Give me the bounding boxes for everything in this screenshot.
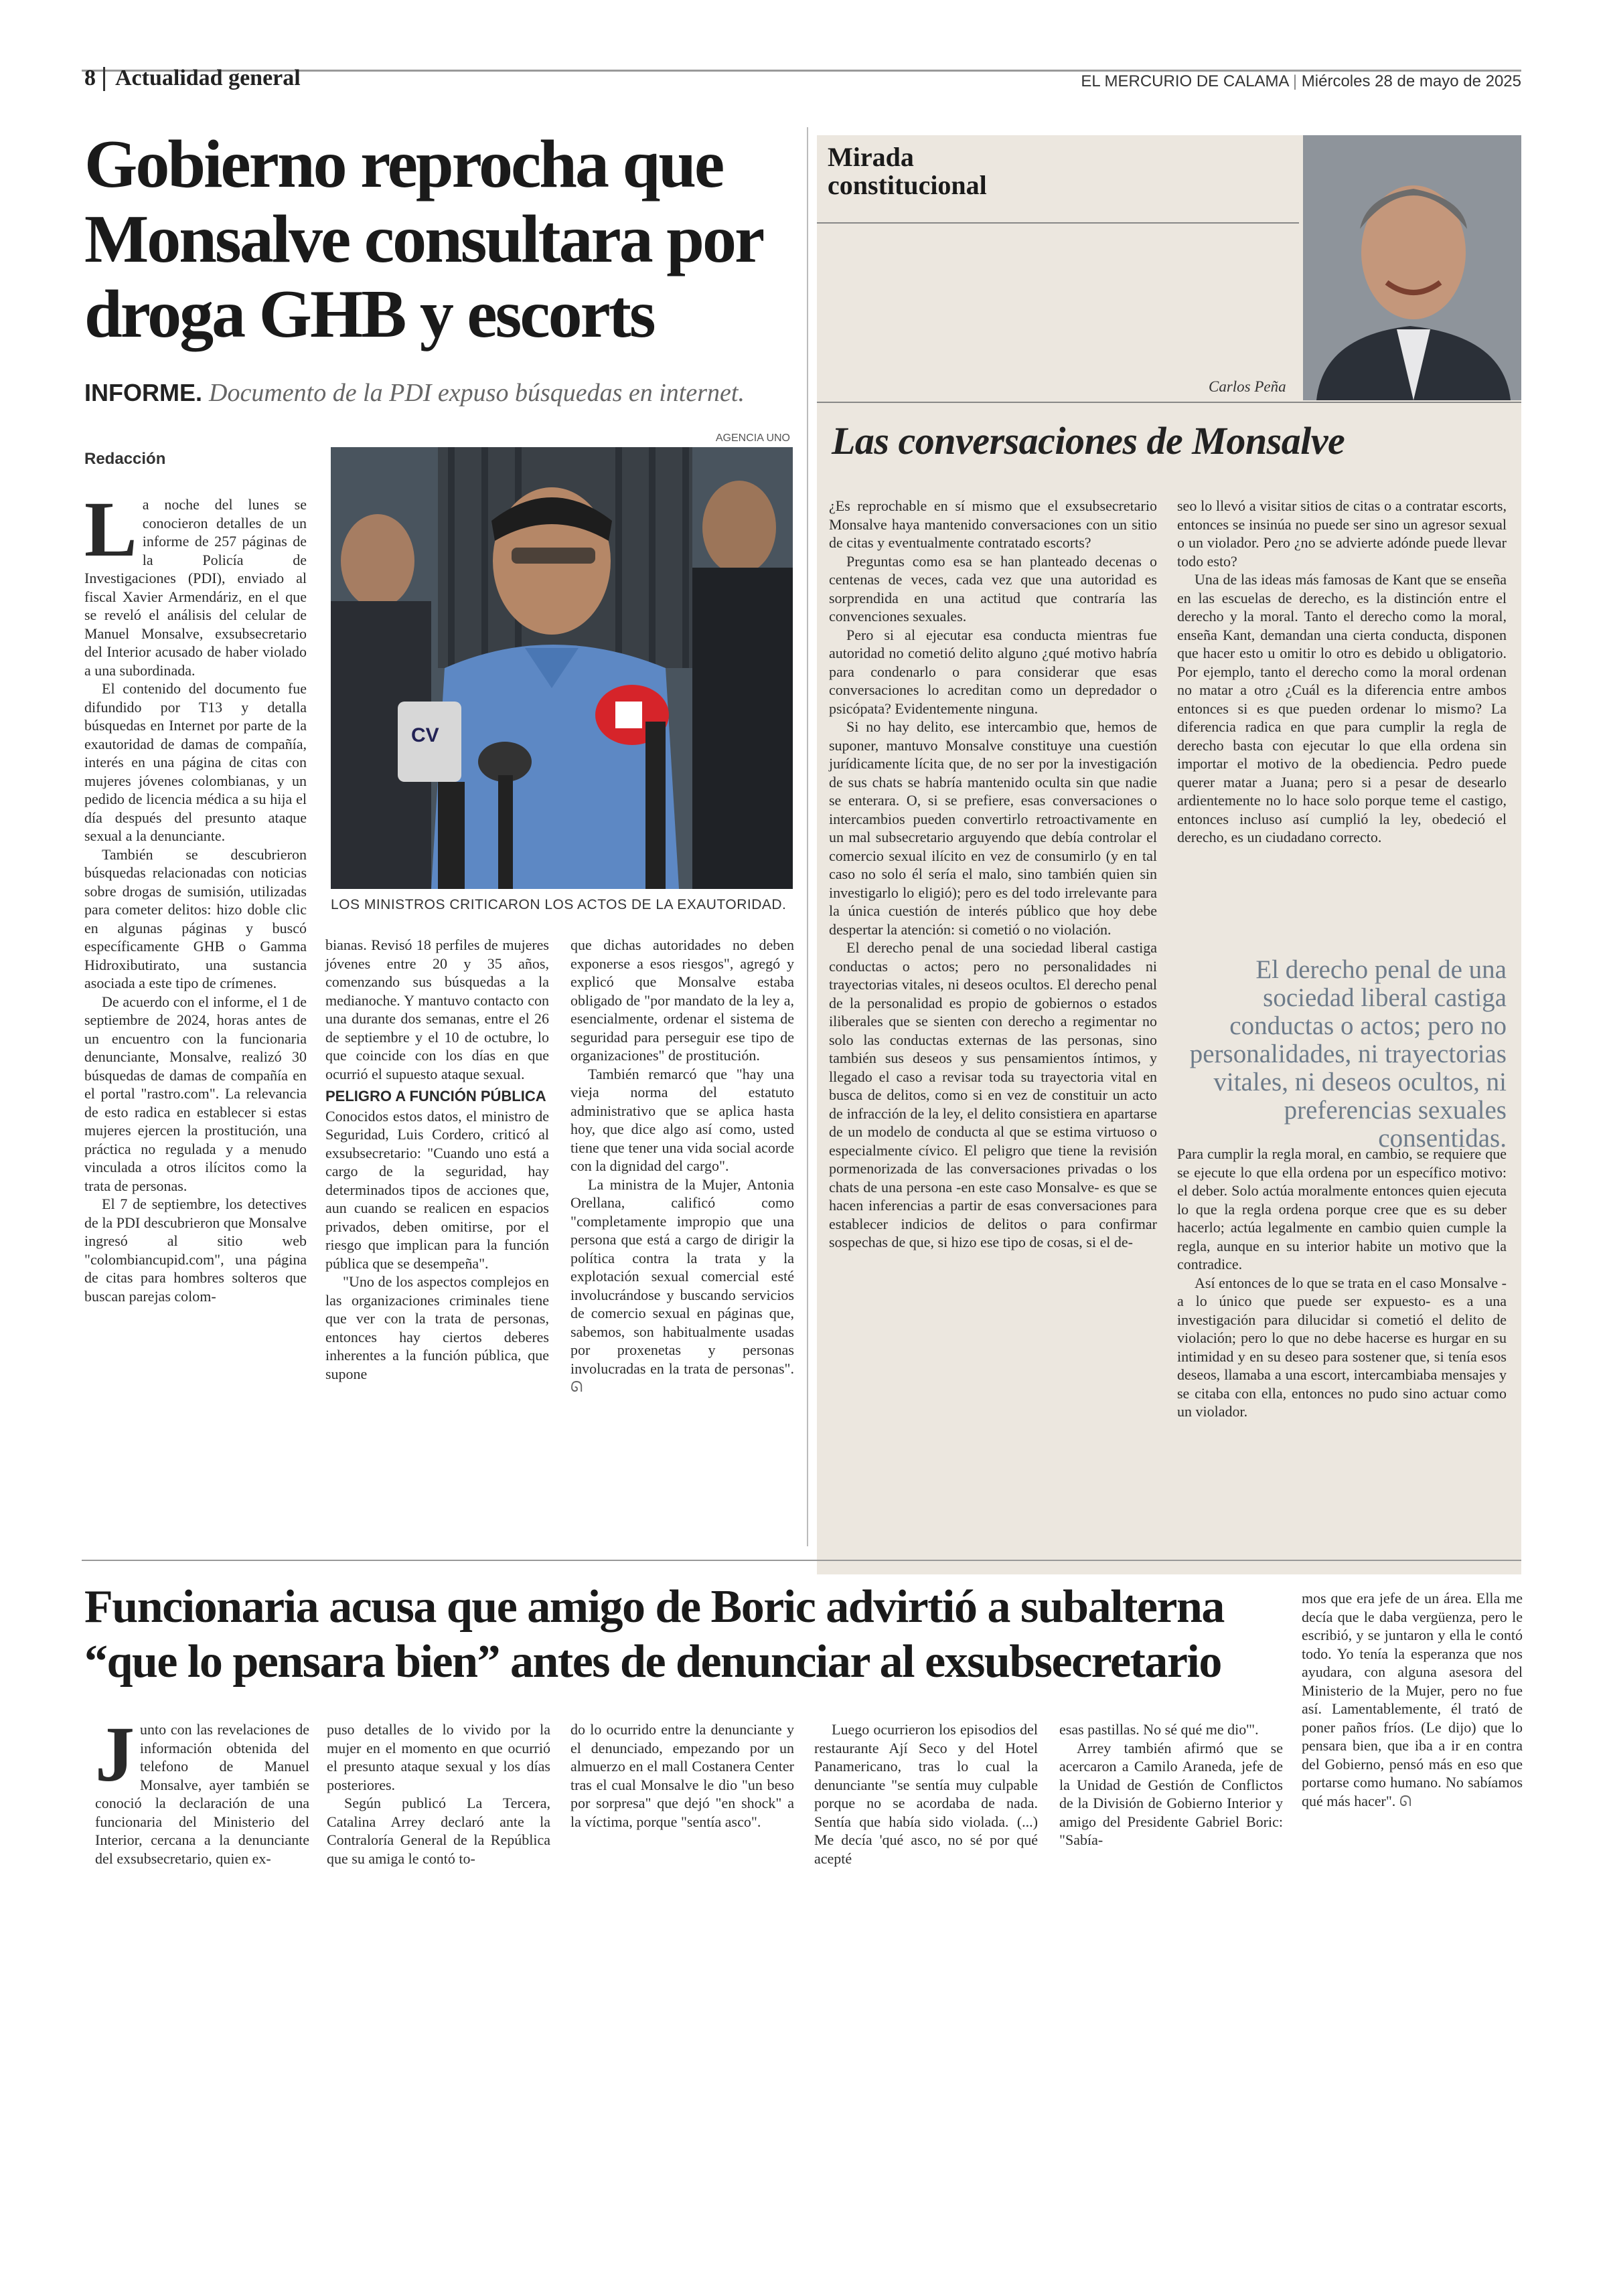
kicker-label: INFORME.: [84, 379, 202, 406]
paragraph: Arrey también afirmó que se acercaron a Camilo Araneda, jefe de la Unidad de Gestión de Conflictos de la División de Gobierno Interior y amigo del Presidente Gabriel Boric: "Sabía-: [1059, 1739, 1283, 1848]
paragraph: La noche del lunes se conocieron detalles de un informe de 257 páginas de la Policía de Investigaciones (PDI), enviado al fiscal Xavier Armendáriz, en el que se reveló el análisis del celular de Manuel Monsalve, exsubsecretario del Interior acusado de haber violado a una subordinada.: [84, 485, 307, 679]
end-mark-icon: ᘏ: [570, 1379, 583, 1396]
paragraph: Así entonces de lo que se trata en el caso Monsalve -a lo único que puede ser expuesto- es a una investigación para dilucidar si cometió el delito de violación; pero lo que no debe hacerse es hurgar en su intimidad y en su deseo para sostener que, si tenía esos deseos, llamaba a una escort, intercambiaba mensajes y se citaba con ella, entonces no pudo sino actuar como un violador.: [1177, 1274, 1507, 1420]
second-article-column-5: [1059, 1720, 1283, 1850]
paragraph: esas pastillas. No sé qué me dio'".: [1059, 1721, 1259, 1738]
byline: Redacción: [84, 450, 166, 468]
second-article-column-6: [1302, 1589, 1523, 1811]
news-photo: [331, 447, 793, 889]
kicker-text: Documento de la PDI expuso búsquedas en internet.: [209, 379, 745, 407]
paragraph: que dichas autoridades no deben exponerse a esos riesgos", agregó y explicó que Monsalve estaba obligado de "por mandato de la ley a, esencialmente, ordenar el sistema de seguridad para perseguir ese tipo de organizaciones" de prostitución.: [570, 936, 794, 1064]
paragraph: Para cumplir la regla moral, en cambio, se requiere que se ejecute lo que ella ordena por un específico motivo: el deber. Solo actúa moralmente entonces quien ejecuta lo que la regla ordena porque cree que es su deber hacerlo; actúa legalmente en cambio quien cumple la regla, aunque en su interior habite un motivo que la contradice.: [1177, 1145, 1507, 1273]
svg-text:CV: CV: [411, 724, 439, 746]
opinion-column-2: [1177, 497, 1507, 847]
paragraph: El derecho penal de una sociedad liberal castiga conductas o actos; pero no personalidades ni trayectorias vitales, ni deseos ocultos. El derecho penal de la personalidad es propio de gobiernos o estados iliberales que se sienten con derecho a regimentar no solo las conductas externas de las personas, sino también sus deseos y sus pensamientos íntimos, y llegado el caso a revisar toda su trayectoria vital en busca de delitos, como si en vez de constituir un acto de infracción de la ley, el delito consistiera en apartarse de un modelo de conducta al que se estima virtuoso o especialmente cívico. El peligro que tiene la revisión pormenorizada de las conversaciones privadas o los chats de una persona -en este caso Monsalve- es que se hacen inferencias a partir de esas conversaciones para establecer indicios de delitos o para confirmar sospechas de que, si hizo ese tipo de cosas, si el de-: [829, 939, 1157, 1250]
paragraph: También se descubrieron búsquedas relacionadas con noticias sobre drogas de sumisión, utilizadas para cometer delitos: hizo doble clic en algunas páginas y buscó específicamente GHB o Gamma Hidroxibutirato, una sustancia asociada a este tipo de crímenes.: [84, 845, 307, 991]
article-column-3: [570, 936, 794, 1397]
paragraph: Preguntas como esa se han planteado decenas o centenas de veces, cada vez que una autoridad es sorprendida en una actitud que contraría las convenciones sexuales.: [829, 552, 1157, 625]
news-photo-illustration: [331, 447, 793, 889]
column-separator: [807, 127, 808, 1546]
pull-quote: El derecho penal de una sociedad liberal castiga conductas o actos; pero no personalidades, ni trayectorias vitales, ni deseos ocultos, ni preferencias sexuales consentidas.: [1189, 955, 1507, 1153]
paragraph: Según publicó La Tercera, Catalina Arrey declaró ante la Contraloría General de la República que su amiga le contó to-: [327, 1795, 550, 1867]
opinion-column-2-continued: [1177, 1145, 1507, 1421]
drop-cap: J: [95, 1710, 135, 1798]
publication-line: EL MERCURIO DE CALAMA | Miércoles 28 de mayo de 2025: [1081, 72, 1521, 90]
author-photo: [1303, 135, 1521, 400]
author-portrait: [1303, 135, 1521, 400]
paragraph: mos que era jefe de un área. Ella me decía que le daba vergüenza, pero le escribió, y se juntaron y ella le contó todo. Yo tenía la esperanza que nos ayudara, con alguna asesora del Ministerio de la Mujer, pero no fue así. Lamentablemente, él trató de poner paños fríos. (Le dijo) que lo pensara bien, que iba a ir en contra del Gobierno, pensó más en eso que portarse como humano. No sabíamos qué más hacer". ᘏ: [1302, 1590, 1523, 1810]
opinion-title: Las conversaciones de Monsalve: [832, 419, 1345, 463]
paragraph: Una de las ideas más famosas de Kant que se enseña en las escuelas de derecho, es la distinción entre el derecho y la moral. Tanto el derecho como la moral, enseña Kant, demandan una cierta conducta, disponen que hacer esto u omitir lo otro es debido u obligatorio. Por ejemplo, tanto el derecho como la moral ordenan no matar a otro ¿Cuál es la diferencia entre ambos entonces si es que pueden ordenar lo mismo? La diferencia radica en que para cumplir la regla de derecho basta con ejecutar lo que ella ordena sin importar el motivo de la obediencia. Pedro puede querer matar a Juana; pero si a pesar de desearlo ardientemente no lo hace solo porque teme el castigo, entonces incluso así cumplió la ley, obedeció el derecho, es un ciudadano correcto.: [1177, 571, 1507, 845]
paragraph: Luego ocurrieron los episodios del restaurante Ají Seco y del Hotel Panamericano, tras lo cual la denunciante "se sentía muy culpable porque no se acordaba de nada. Sentía que había sido violada. (...) Me decía 'qué asco, no sé por qué acepté: [814, 1721, 1038, 1867]
article-column-2: [325, 936, 549, 1383]
paragraph: La ministra de la Mujer, Antonia Orellana, calificó como "completamente impropio que una persona que está a cargo de dirigir la política contra la trata y la explotación sexual comercial esté involucrándose y buscando servicios de comercio sexual en páginas que, sabemos, son habitualmente usadas por proxenetas y personas involucradas en la trata de personas". ᘏ: [570, 1175, 794, 1396]
opinion-title-rule: [817, 402, 1521, 403]
paragraph: seo lo llevó a visitar sitios de citas o a contratar escorts, entonces se insinúa no puede ser sino un agresor sexual o un violador. Pero ¿no se advierte adónde puede llevar todo esto?: [1177, 497, 1507, 570]
second-article-column-1: [95, 1710, 309, 1868]
paragraph: "Uno de los aspectos complejos en las organizaciones criminales tiene que ver con la trata de personas, entonces hay ciertos deberes inherentes a la función pública, que supone: [325, 1273, 549, 1382]
subhead: PELIGRO A FUNCIÓN PÚBLICA: [325, 1088, 546, 1104]
photo-caption: LOS MINISTROS CRITICARON LOS ACTOS DE LA EXAUTORIDAD.: [331, 897, 787, 912]
paragraph: Si no hay delito, ese intercambio que, hemos de suponer, mantuvo Monsalve constituye una cuestión jurídicamente lícita que, de no ser por la investigación de sus chats se habría mantenido oculta sin que nadie se enterara. O, si se prefiere, esas conversaciones o intercambios pueden convertirlo retroactivamente en un mal subsecretario arguyendo que debía controlar el comercio sexual ilícito en vez de consumirlo (y en tal caso no solo él sería el malo, sino también quien sin investigarlo lo eligió); pero es del todo irrelevante para la única cuestión de interés público que hoy debe despertar la atención: si cometió o no violación.: [829, 718, 1157, 938]
paragraph: También remarcó que "hay una vieja norma del estatuto administrativo que se aplica hasta hoy, que dice algo así como, usted tiene que tener una vida social acorde con la dignidad del cargo".: [570, 1065, 794, 1174]
article-headline: Gobierno reprocha que Monsalve consultara por droga GHB y escorts: [84, 127, 762, 352]
paragraph: do lo ocurrido entre la denunciante y el denunciado, empezando por un almuerzo en el mall Costanera Center tras el cual Monsalve le dio "un beso por sorpresa" que dejó "en shock" a la víctima, porque "sentía asco".: [570, 1721, 794, 1830]
end-mark-icon: ᘏ: [1399, 1793, 1412, 1810]
page-number: 8: [84, 66, 96, 90]
publication-name: EL MERCURIO DE CALAMA: [1081, 72, 1289, 90]
paragraph: ¿Es reprochable en sí mismo que el exsubsecretario Monsalve haya mantenido conversaciones con un sitio de citas y eventualmente contratado escorts?: [829, 497, 1157, 551]
opinion-section-label: Mirada constitucional: [828, 142, 987, 200]
paragraph: puso detalles de lo vivido por la mujer en el momento en que ocurrió el presunto ataque sexual y los días posteriores.: [327, 1721, 550, 1793]
second-article-column-4: [814, 1720, 1038, 1868]
section-title: Actualidad general: [115, 66, 301, 90]
opinion-label-rule: [817, 222, 1299, 224]
paragraph: Conocidos estos datos, el ministro de Seguridad, Luis Cordero, criticó al exsubsecretario: "Cuando uno está a cargo de la seguridad, hay determinados tipos de acciones que, aun cuando se realicen en espacios privados, deben omitirse, por el riesgo que implican para la función pública que se desempeña".: [325, 1107, 549, 1272]
author-name: Carlos Peña: [1209, 378, 1286, 395]
paragraph: Pero si al ejecutar esa conducta mientras fue autoridad no cometió delito alguno ¿qué motivo habría para condenarlo o para considerar que esas conversaciones lo acreditan como un depredador o psicópata? Evidentemente ninguna.: [829, 626, 1157, 717]
paragraph: El contenido del documento fue difundido por T13 y detalla búsquedas en Internet por parte de la exautoridad de damas de compañía, interés en una página de citas con mujeres jóvenes colombianas, y un pedido de licencia médica a su hija el día después del presunto ataque sexual a la denunciante.: [84, 680, 307, 844]
drop-cap: L: [84, 485, 137, 573]
paragraph: bianas. Revisó 18 perfiles de mujeres jóvenes entre 20 y 35 años, comenzando sus búsquedas a la medianoche. Y mantuvo contacto con una durante dos semanas, entre el 26 de septiembre y el 10 de octubre, lo que coincide con los días en que ocurrió el supuesto ataque sexual.: [325, 936, 549, 1082]
second-article-column-3: [570, 1720, 794, 1831]
article-kicker: [84, 378, 745, 408]
paragraph: El 7 de septiembre, los detectives de la PDI descubrieron que Monsalve ingresó al sitio web "colombiancupid.com", una página de citas para hombres solteros que buscan parejas colom-: [84, 1196, 307, 1305]
second-article-column-2: [327, 1720, 550, 1868]
photo-credit: AGENCIA UNO: [715, 432, 790, 444]
article-column-1: [84, 485, 307, 1305]
paragraph: De acuerdo con el informe, el 1 de septiembre de 2024, horas antes de un encuentro con la funcionaria denunciante, Monsalve, realizó 30 búsquedas de damas de compañía en el portal "rastro.com". La relevancia de esto radica en establecer si estas mujeres ejercen la prostitución, una práctica no regulada y a menudo vinculada a otros ilícitos como la trata de personas.: [84, 993, 307, 1194]
article-separator: [82, 1560, 1521, 1561]
second-article-headline: Funcionaria acusa que amigo de Boric advirtió a subalterna “que lo pensara bien” antes de denunciar al exsubsecretario: [84, 1581, 1224, 1688]
publication-date: Miércoles 28 de mayo de 2025: [1301, 72, 1521, 90]
paragraph: Junto con las revelaciones de información obtenida del telefono de Manuel Monsalve, ayer también se conoció la declaración de una funcionaria del Ministerio del Interior, cercana a la denunciante del exsubsecretario, quien ex-: [95, 1710, 309, 1867]
opinion-column-1: [829, 497, 1157, 1252]
header-divider: [103, 67, 105, 91]
